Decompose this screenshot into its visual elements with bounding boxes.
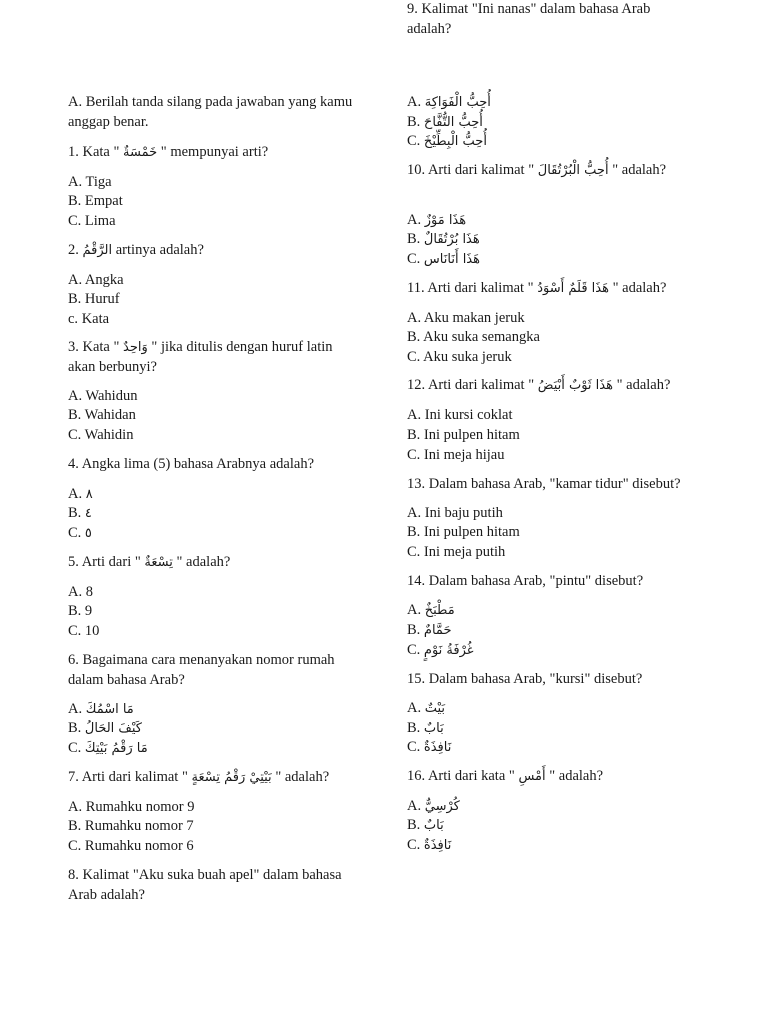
question-14-option-c[interactable] xyxy=(407,738,451,758)
option-letter: A. xyxy=(68,799,86,815)
option-text: 10 xyxy=(84,623,100,639)
question-number: 10. xyxy=(407,162,428,178)
option-letter: C. xyxy=(407,251,424,267)
question-6-stem xyxy=(68,651,358,690)
question-9-option-b[interactable] xyxy=(407,230,480,250)
question-11-option-a[interactable] xyxy=(407,406,513,426)
option-letter: C. xyxy=(407,739,424,755)
question-number: 5. xyxy=(68,554,82,570)
question-text-pre: Arti dari kalimat " xyxy=(427,280,538,296)
question-2-stem xyxy=(68,241,358,261)
option-letter: c. xyxy=(68,311,82,327)
option-text: هَذَا بُرْتُقَالٌ xyxy=(423,232,480,247)
option-letter: B. xyxy=(68,603,85,619)
question-11-option-c[interactable] xyxy=(407,446,504,466)
option-letter: C. xyxy=(407,642,424,658)
question-text-pre: Arti dari kata " xyxy=(427,768,519,784)
question-arabic-text: الرَّقْمُ xyxy=(82,243,113,258)
question-text-pre: Arti dari " xyxy=(81,554,145,570)
option-letter: A. xyxy=(68,486,86,502)
option-text: 8 xyxy=(85,584,93,600)
question-3-option-a[interactable] xyxy=(68,387,137,407)
question-12-stem xyxy=(407,376,697,396)
option-text: مَا اسْمُكَ xyxy=(85,702,134,717)
question-number: 8. xyxy=(68,867,83,883)
option-text: Wahidun xyxy=(85,388,138,404)
question-13-option-a[interactable] xyxy=(407,601,455,621)
option-text: Aku suka semangka xyxy=(423,329,540,345)
option-text: نَافِذَةٌ xyxy=(423,838,452,853)
question-6-option-b[interactable] xyxy=(68,719,142,739)
question-text-post: " adalah? xyxy=(608,280,667,296)
option-text: بَابٌ xyxy=(423,721,444,736)
option-letter: A. xyxy=(68,272,85,288)
option-letter: C. xyxy=(68,427,85,443)
option-text: هَذَا أَنَانَاس xyxy=(423,252,480,267)
question-10-option-b[interactable] xyxy=(407,328,540,348)
option-text: Ini meja hijau xyxy=(423,447,505,463)
question-11-stem xyxy=(407,279,697,299)
option-text: Wahidin xyxy=(84,427,134,443)
option-letter: C. xyxy=(68,525,85,541)
question-text-pre: Dalam bahasa Arab, "pintu" disebut? xyxy=(428,573,644,589)
option-text: Angka xyxy=(84,272,124,288)
option-letter: B. xyxy=(407,114,424,130)
option-text: أُحِبُّ التُّفَّاحَ xyxy=(423,115,483,130)
question-13-option-b[interactable] xyxy=(407,621,451,641)
option-text: هَذَا مَوْزٌ xyxy=(424,213,467,228)
question-text-post: " adalah? xyxy=(612,377,671,393)
question-number: 3. xyxy=(68,339,83,355)
question-text-pre: Dalam bahasa Arab, "kursi" disebut? xyxy=(428,671,643,687)
option-letter: A. xyxy=(407,94,425,110)
question-9-stem xyxy=(407,0,697,39)
option-letter: A. xyxy=(68,388,86,404)
question-arabic-text: هَذَا ثَوْبٌ أَبْيَضُ xyxy=(537,378,613,393)
question-6-option-a[interactable] xyxy=(68,700,134,720)
question-12-option-c[interactable] xyxy=(407,543,505,563)
question-2-option-b[interactable] xyxy=(68,290,120,310)
question-15-option-b[interactable] xyxy=(407,816,444,836)
question-number: 12. xyxy=(407,377,428,393)
question-10-option-a[interactable] xyxy=(407,309,525,329)
question-15-option-a[interactable] xyxy=(407,797,460,817)
option-letter: B. xyxy=(68,407,85,423)
question-arabic-text: تِسْعَةٌ xyxy=(144,555,173,570)
question-5-option-c[interactable] xyxy=(68,622,99,642)
question-16-stem xyxy=(407,767,697,787)
question-8-option-c[interactable] xyxy=(407,132,487,152)
option-text: Ini pulpen hitam xyxy=(423,427,520,443)
question-text-post: " adalah? xyxy=(172,554,231,570)
option-text: Rumahku nomor 7 xyxy=(84,818,194,834)
option-text: Aku suka jeruk xyxy=(423,349,512,365)
option-text: مَا رَقْمُ بَيْتِكَ xyxy=(84,741,148,756)
option-letter: B. xyxy=(407,524,424,540)
question-3-option-b[interactable] xyxy=(68,406,136,426)
question-1-option-a[interactable] xyxy=(68,173,112,193)
question-text-pre: Dalam bahasa Arab, "kamar tidur" disebut? xyxy=(428,476,681,492)
option-text: Ini meja putih xyxy=(423,544,506,560)
question-text-post: " adalah? xyxy=(271,769,330,785)
option-text: 9 xyxy=(84,603,93,619)
question-arabic-text: خَمْسَةٌ xyxy=(123,145,158,160)
option-text: ٨ xyxy=(85,487,93,502)
question-12-option-a[interactable] xyxy=(407,504,503,524)
option-letter: C. xyxy=(68,838,85,854)
option-letter: B. xyxy=(407,720,424,736)
option-letter: B. xyxy=(407,427,424,443)
question-number: 14. xyxy=(407,573,429,589)
question-arabic-text: أَمْسِ xyxy=(518,769,546,784)
question-text-pre: Bagaimana cara menanyakan nomor rumah dalam bahasa Arab? xyxy=(68,652,335,688)
option-letter: A. xyxy=(68,174,86,190)
question-number: 1. xyxy=(68,144,83,160)
question-8-option-a[interactable] xyxy=(407,93,491,113)
question-text-pre: Arti dari kalimat " xyxy=(427,377,538,393)
option-text: كَيْفَ الحَالُ xyxy=(84,721,142,736)
option-letter: B. xyxy=(68,291,85,307)
question-4-option-b[interactable] xyxy=(68,504,92,524)
option-text: Ini pulpen hitam xyxy=(423,524,520,540)
question-9-option-a[interactable] xyxy=(407,211,466,231)
question-4-option-c[interactable] xyxy=(68,524,92,544)
option-text: بَيْتٌ xyxy=(424,701,446,716)
option-letter: C. xyxy=(407,133,424,149)
option-text: ٤ xyxy=(84,506,92,521)
question-15-stem xyxy=(407,670,697,690)
question-8-stem xyxy=(68,866,358,905)
option-letter: B. xyxy=(407,231,424,247)
option-text: ٥ xyxy=(84,526,92,541)
question-2-option-a[interactable] xyxy=(68,271,124,291)
option-letter: C. xyxy=(407,837,424,853)
question-number: 16. xyxy=(407,768,428,784)
question-text-post: " adalah? xyxy=(545,768,604,784)
question-text-pre: Kalimat "Aku suka buah apel" dalam bahasa Arab adalah? xyxy=(68,867,342,903)
question-number: 6. xyxy=(68,652,83,668)
option-text: أُحِبُّ الْبِطِّيْخَ xyxy=(423,134,487,149)
question-13-option-c[interactable] xyxy=(407,641,474,661)
option-letter: A. xyxy=(407,505,425,521)
question-13-stem xyxy=(407,475,697,495)
option-letter: B. xyxy=(68,193,85,209)
question-number: 13. xyxy=(407,476,429,492)
question-11-option-b[interactable] xyxy=(407,426,520,446)
question-text-pre: Kata " xyxy=(82,339,124,355)
option-letter: A. xyxy=(68,584,86,600)
option-letter: C. xyxy=(407,447,424,463)
instruction-text: A. Berilah tanda silang pada jawaban yang kamu anggap benar. xyxy=(68,94,353,130)
option-letter: A. xyxy=(68,701,86,717)
question-text-post: artinya adalah? xyxy=(112,242,204,258)
question-3-stem xyxy=(68,338,358,377)
option-text: Huruf xyxy=(84,291,120,307)
option-text: Lima xyxy=(84,213,116,229)
question-text-post: " jika ditulis dengan huruf latin akan berbunyi? xyxy=(68,339,333,375)
question-7-option-c[interactable] xyxy=(68,837,194,857)
option-letter: C. xyxy=(407,544,424,560)
question-3-option-c[interactable] xyxy=(68,426,133,446)
question-text-pre: Arti dari kalimat " xyxy=(81,769,192,785)
option-letter: C. xyxy=(68,740,85,756)
question-12-option-b[interactable] xyxy=(407,523,520,543)
question-7-option-b[interactable] xyxy=(68,817,194,837)
question-arabic-text: بَيْتِيْ رَقْمُ تِسْعَةٍ xyxy=(191,770,272,785)
question-number: 4. xyxy=(68,456,82,472)
question-number: 7. xyxy=(68,769,82,785)
option-text: غُرْفَةُ نَوْمٍ xyxy=(423,643,474,658)
question-7-option-a[interactable] xyxy=(68,798,194,818)
question-15-option-c[interactable] xyxy=(407,836,451,856)
question-14-option-a[interactable] xyxy=(407,699,445,719)
question-text-pre: Kalimat "Ini nanas" dalam bahasa Arab adalah? xyxy=(407,1,651,37)
question-1-stem xyxy=(68,143,358,163)
option-letter: B. xyxy=(68,818,85,834)
option-letter: C. xyxy=(68,213,85,229)
question-5-option-a[interactable] xyxy=(68,583,93,603)
option-text: مَطْبَخٌ xyxy=(424,603,455,618)
option-letter: B. xyxy=(407,622,424,638)
question-number: 9. xyxy=(407,1,422,17)
question-1-option-b[interactable] xyxy=(68,192,123,212)
question-7-stem xyxy=(68,768,358,788)
option-letter: A. xyxy=(407,798,425,814)
option-text: نَافِذَةٌ xyxy=(423,740,452,755)
option-letter: A. xyxy=(407,212,425,228)
option-text: Rumahku nomor 9 xyxy=(85,799,195,815)
question-number: 15. xyxy=(407,671,429,687)
question-9-option-c[interactable] xyxy=(407,250,480,270)
option-text: Kata xyxy=(81,311,110,327)
option-letter: C. xyxy=(407,349,424,365)
question-text-pre: Angka lima (5) bahasa Arabnya adalah? xyxy=(81,456,315,472)
question-arabic-text: هَذَا قَلَمٌ أَسْوَدُ xyxy=(537,281,609,296)
option-letter: C. xyxy=(68,623,85,639)
option-text: حَمَّامٌ xyxy=(423,623,452,638)
option-letter: A. xyxy=(407,700,425,716)
question-arabic-text: أُحِبُّ الْبُرْتُقَالَ xyxy=(537,163,609,178)
question-text-post: " adalah? xyxy=(608,162,667,178)
option-text: بَابٌ xyxy=(423,818,444,833)
option-letter: B. xyxy=(68,505,85,521)
question-number: 2. xyxy=(68,242,83,258)
question-number: 11. xyxy=(407,280,428,296)
question-10-option-c[interactable] xyxy=(407,348,512,368)
question-14-stem xyxy=(407,572,697,592)
option-letter: A. xyxy=(407,407,425,423)
option-letter: B. xyxy=(407,329,424,345)
question-6-option-c[interactable] xyxy=(68,739,148,759)
question-5-stem xyxy=(68,553,358,573)
option-text: Ini kursi coklat xyxy=(424,407,513,423)
option-text: Empat xyxy=(84,193,123,209)
question-4-option-a[interactable] xyxy=(68,485,93,505)
question-10-stem xyxy=(407,161,697,181)
question-5-option-b[interactable] xyxy=(68,602,92,622)
option-letter: A. xyxy=(407,310,424,326)
question-8-option-b[interactable] xyxy=(407,113,483,133)
option-text: كُرْسِيٌّ xyxy=(424,799,460,814)
question-1-option-c[interactable] xyxy=(68,212,116,232)
question-2-option-c[interactable] xyxy=(68,310,109,330)
question-4-stem xyxy=(68,455,358,475)
option-letter: A. xyxy=(407,602,425,618)
option-letter: B. xyxy=(407,817,424,833)
question-text-pre: Kata " xyxy=(82,144,124,160)
option-text: أُحِبُّ الْفَوَاكِهَ xyxy=(424,95,491,110)
option-letter: B. xyxy=(68,720,85,736)
option-text: Ini baju putih xyxy=(424,505,503,521)
question-arabic-text: وَاحِدٌ xyxy=(123,340,148,355)
question-14-option-b[interactable] xyxy=(407,719,444,739)
question-text-post: " mempunyai arti? xyxy=(157,144,269,160)
option-text: Tiga xyxy=(85,174,112,190)
option-text: Rumahku nomor 6 xyxy=(84,838,194,854)
question-text-pre: Arti dari kalimat " xyxy=(427,162,538,178)
option-text: Wahidan xyxy=(84,407,136,423)
option-text: Aku makan jeruk xyxy=(423,310,525,326)
